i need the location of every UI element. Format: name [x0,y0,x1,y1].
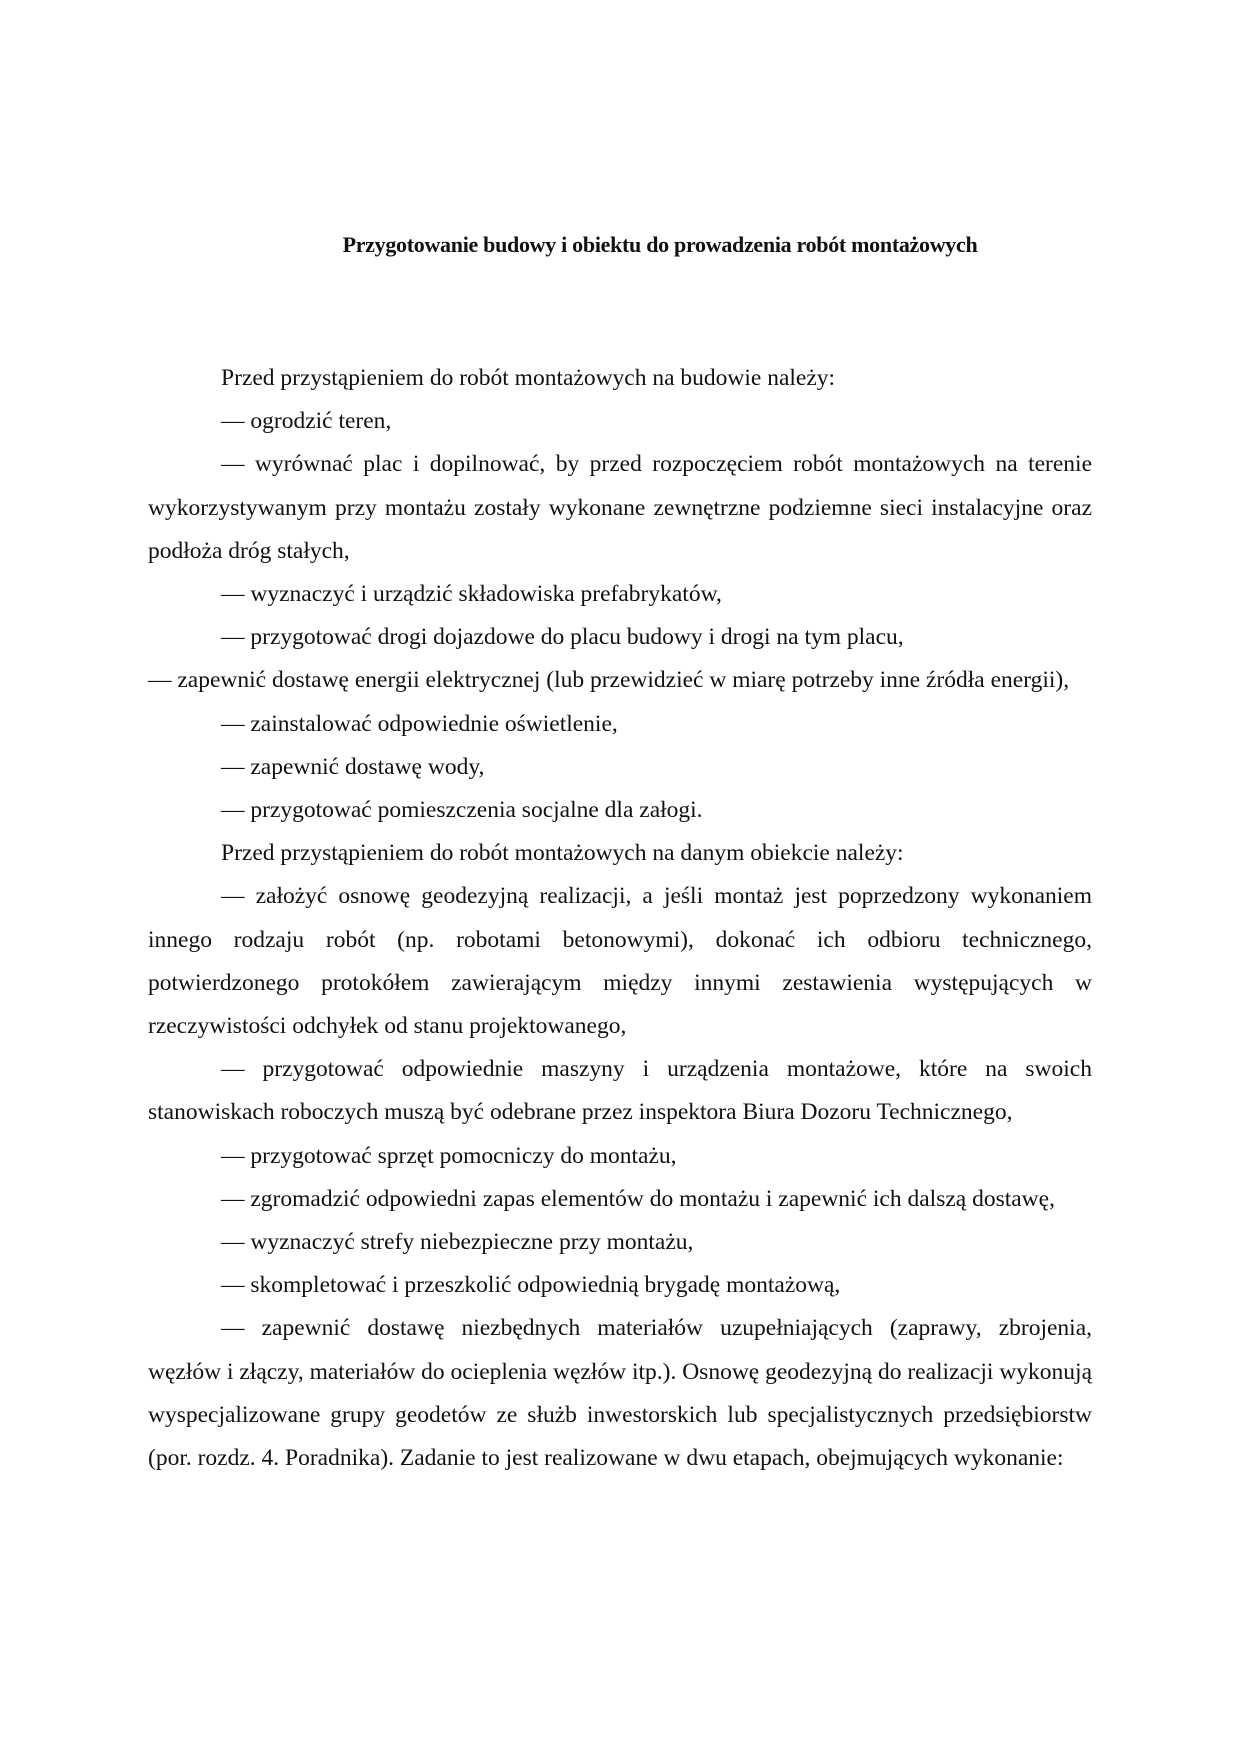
list-item: — przygotować pomieszczenia socjalne dla załogi. [221,797,703,824]
list-item: — wyznaczyć strefy niebezpieczne przy montażu, [221,1229,694,1256]
list-item: — zapewnić dostawę wody, [221,753,485,780]
list-item: — ogrodzić teren, [221,408,392,435]
list-item: — zapewnić dostawę energii elektrycznej (lub przewidzieć w miarę potrzeby inne źródła energii), [148,667,1070,694]
list-item: — wyznaczyć i urządzić składowiska prefabrykatów, [221,581,722,608]
list-item: — zapewnić dostawę niezbędnych materiałów uzupełniających (zaprawy, zbrojenia, węzłów i złączy, materiałów do ocieplenia węzłów itp.). Osnowę geodezyjną do realizacji wykonują wyspecjalizowane grupy geodetów ze służb inwestorskich lub specjalistycznych przedsiębiorstw (por. rozdz. 4. Poradnika). Zadanie to jest realizowane w dwu etapach, obejmujących wykonanie: [148,1315,1092,1472]
list-item: — wyrównać plac i dopilnować, by przed rozpoczęciem robót montażowych na terenie wykorzystywanym przy montażu zostały wykonane zewnętrzne podziemne sieci instalacyjne oraz podłoża dróg stałych, [148,451,1092,564]
paragraph: Przed przystąpieniem do robót montażowych na danym obiekcie należy: [221,840,904,867]
paragraph: Przed przystąpieniem do robót montażowych na budowie należy: [221,365,836,391]
list-item: — zgromadzić odpowiedni zapas elementów do montażu i zapewnić ich dalszą dostawę, [221,1185,1055,1212]
document-body [148,357,1092,1480]
list-item: — skompletować i przeszkolić odpowiednią brygadę montażową, [221,1272,841,1299]
list-item: — przygotować odpowiednie maszyny i urządzenia montażowe, które na swoich stanowiskach roboczych muszą być odebrane przez inspektora Biura Dozoru Technicznego, [148,1056,1092,1126]
list-item: — przygotować sprzęt pomocniczy do montażu, [221,1142,677,1169]
list-item: — zainstalować odpowiednie oświetlenie, [221,710,618,737]
list-item: — przygotować drogi dojazdowe do placu budowy i drogi na tym placu, [221,624,904,651]
document-title: Przygotowanie budowy i obiektu do prowadzenia robót montażowych [342,232,978,257]
list-item: — założyć osnowę geodezyjną realizacji, a jeśli montaż jest poprzedzony wykonaniem innego rodzaju robót (np. robotami betonowymi), dokonać ich odbioru technicznego, potwierdzonego protokółem zawierającym między innymi zestawienia występujących w rzeczywistości odchyłek od stanu projektowanego, [148,883,1092,1040]
